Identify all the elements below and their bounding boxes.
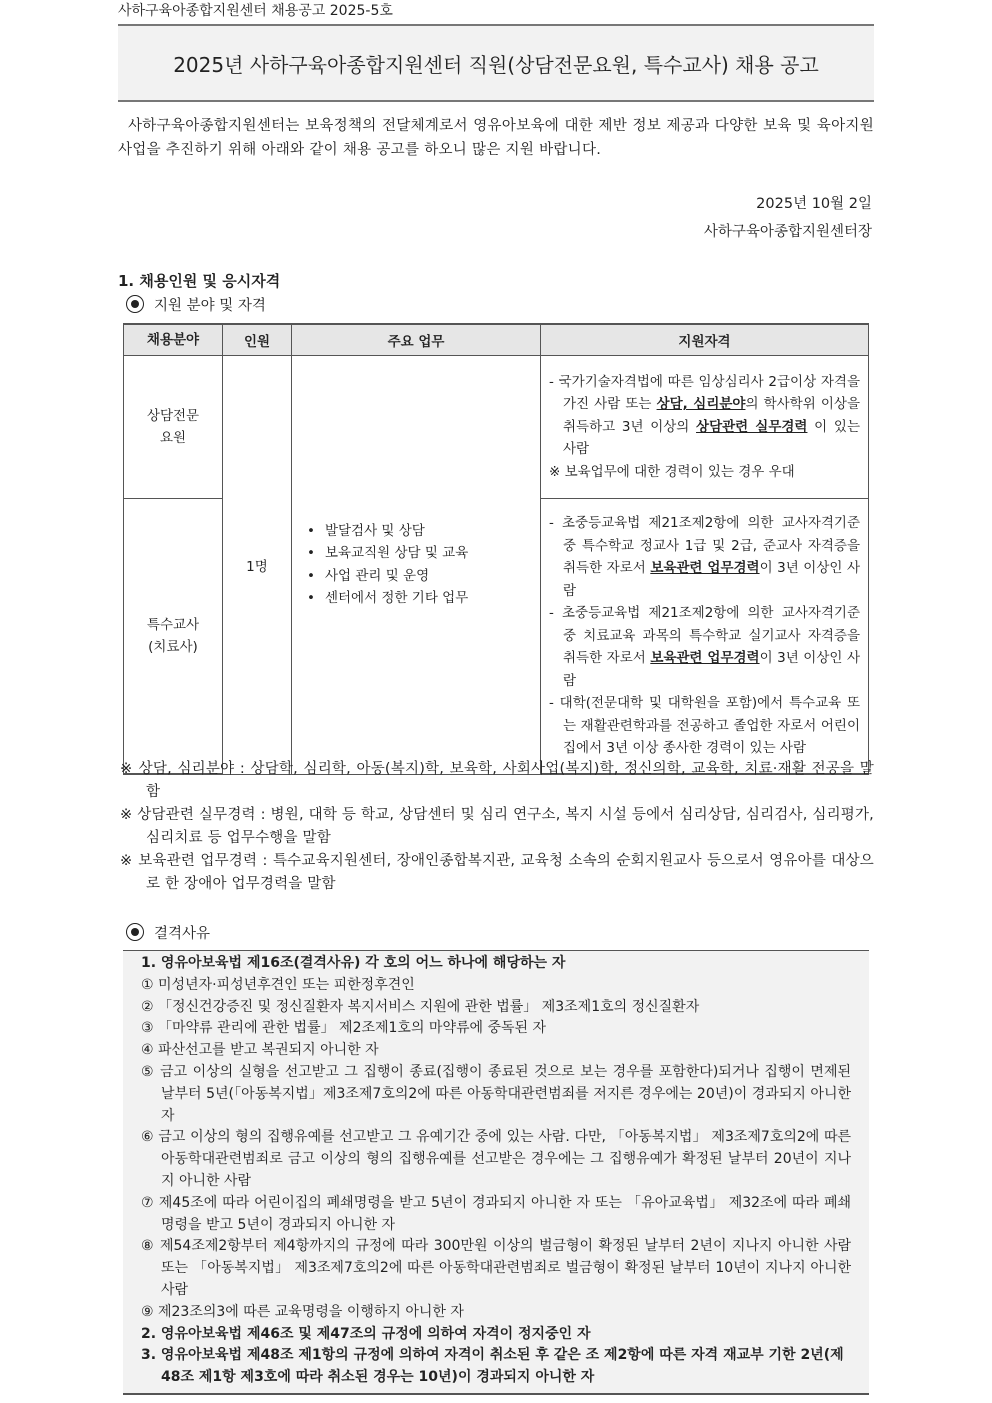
text: - 국가기술자격법에 따른 임상심리사 2급이상 자격을 가진 사람 또는 [549, 373, 860, 413]
page-title: 2025년 사하구육아종합지원센터 직원(상담전문요원, 특수교사) 채용 공고 [173, 52, 819, 77]
table-header-row [124, 324, 869, 356]
disq-heading: 3. 영유아보육법 제48조 제1항의 규정에 의하여 자격이 취소된 후 같은 조 제2항에 따른 자격 재교부 기한 2년(제48조 제1항 제3호에 따라 취소된 경우는 10년)이 경과되지 아니한 자 [141, 1347, 844, 1386]
text: 의 학사학위 이상을 취득하고 3년 이상의 [563, 396, 860, 435]
field-text: (치료사) [148, 639, 198, 655]
section-title: 1. 채용인원 및 응시자격 [118, 272, 281, 290]
table-header: 주요 업무 [292, 324, 541, 356]
section-subtitle-text: 지원 분야 및 자격 [154, 298, 266, 314]
text: - 초중등교육법 제21조제2항에 의한 교사자격기준 중 치료교육 과목의 특수학교 실기교사 자격증을 취득한 자로서 [549, 605, 860, 667]
field-text: 특수교사 [146, 617, 200, 633]
list-item: ⑥ 금고 이상의 형의 집행유예를 선고받고 그 유예기간 중에 있는 사람. 다만, 「아동복지법」 제3조제7호의2에 따른 아동학대관련범죄로 금고 이상의 형의 집행유예를 선고받은 경우에는 그 집행유예가 확정된 날부터 20년이 지나지 아니한 사람 [141, 1129, 851, 1189]
disqualification-box [123, 950, 869, 1395]
list-item: ⑨ 제23조의3에 따른 교육명령을 이행하지 아니한 자 [141, 1303, 464, 1320]
text: 이 3년 이상인 사람 [563, 560, 860, 599]
list-item: ⑦ 제45조에 따라 어린이집의 폐쇄명령을 받고 5년이 경과되지 아니한 자 또는 「유아교육법」 제32조에 따라 폐쇄명령을 받고 5년이 경과되지 아니한 자 [141, 1194, 851, 1233]
duties-list [293, 520, 539, 610]
page-title-box [118, 24, 874, 102]
field-text: 상담전문 [146, 408, 200, 424]
list-item: ④ 파산선고를 받고 복권되지 아니한 자 [141, 1042, 379, 1059]
disq-heading: 2. 영유아보육법 제46조 및 제47조의 규정에 의하여 자격이 정지중인 자 [141, 1325, 591, 1342]
emphasis: 보육관련 업무경력 [650, 560, 760, 577]
issue-block [704, 190, 872, 246]
emphasis: 상담관련 실무경력 [696, 418, 808, 435]
disqualification-subtitle-text: 결격사유 [154, 926, 211, 942]
list-item: ① 미성년자·피성년후견인 또는 피한정후견인 [141, 976, 415, 993]
preference-note: ※ 보육업무에 대한 경력이 있는 경우 우대 [549, 463, 795, 480]
notice-number: 사하구육아종합지원센터 채용공고 2025-5호 [118, 3, 393, 19]
list-item: ⑧ 제54조제2항부터 제4항까지의 규정에 따라 300만원 이상의 벌금형이 확정된 날부터 2년이 지나지 아니한 사람 또는 「아동복지법」 제3조제7호의2에 따른 아동학대관련범죄로 벌금형이 확정된 날부터 10년이 지나지 아니한 사람 [141, 1238, 851, 1298]
list-item: ② 「정신건강증진 및 정신질환자 복지서비스 지원에 관한 법률」 제3조제1호의 정신질환자 [141, 998, 700, 1015]
field-special-teacher [124, 499, 223, 775]
field-text: 요원 [159, 430, 187, 446]
issuer: 사하구육아종합지원센터장 [703, 224, 872, 240]
text: 이 있는 사람 [563, 418, 860, 458]
qualification-counselor [541, 356, 869, 499]
qualification-special-teacher [541, 499, 869, 775]
note: ※ 상담관련 실무경력 : 병원, 대학 등 학교, 상담센터 및 심리 연구소, 복지 시설 등에서 심리상담, 심리검사, 심리평가, 심리치료 등 업무수행을 말함 [120, 807, 874, 846]
definition-notes [120, 758, 874, 896]
table-header: 지원자격 [541, 324, 869, 356]
qualification-text: - 대학(전문대학 및 대학원을 포함)에서 특수교육 또는 재활관련학과를 전공하고 졸업한 자로서 어린이집에서 3년 이상 종사한 경력이 있는 사람 [549, 695, 860, 757]
emphasis: 상담, 심리분야 [656, 396, 746, 413]
text: 이 3년 이상인 사람 [563, 650, 860, 689]
text: - 초중등교육법 제21조제2항에 의한 교사자격기준 중 특수학교 정교사 1급 및 2급, 준교사 자격증을 취득한 자로서 [549, 515, 860, 577]
table-header: 인원 [223, 324, 292, 356]
intro-paragraph: 사하구육아종합지원센터는 보육정책의 전달체계로서 영유아보육에 대한 제반 정보 제공과 다양한 보육 및 육아지원 사업을 추진하기 위해 아래와 같이 채용 공고를 하오니 많은 지원 바랍니다. [118, 118, 874, 158]
qualification-text [549, 371, 860, 461]
list-item: • 보육교직원 상담 및 교육 [307, 542, 539, 565]
note: ※ 보육관련 업무경력 : 특수교육지원센터, 장애인종합복지관, 교육청 소속의 순회지원교사 등으로서 영유아를 대상으로 한 장애아 업무경력을 말함 [120, 853, 874, 892]
qualification-text [549, 512, 860, 602]
issue-date: 2025년 10월 2일 [756, 196, 872, 212]
list-item: ③ 「마약류 관리에 관한 법률」 제2조제1호의 마약류에 중독된 자 [141, 1020, 547, 1037]
list-item: • 센터에서 정한 기타 업무 [307, 587, 539, 610]
bullet-circle-icon [126, 295, 144, 313]
bullet-circle-icon [126, 923, 144, 941]
qualification-text [549, 602, 860, 692]
field-counselor [124, 356, 223, 499]
section-subtitle [126, 294, 266, 315]
list-item: • 사업 관리 및 운영 [307, 565, 539, 588]
table-header: 채용분야 [124, 324, 223, 356]
list-item: ⑤ 금고 이상의 실형을 선고받고 그 집행이 종료(집행이 종료된 것으로 보는 경우를 포함한다)되거나 집행이 면제된 날부터 5년(「아동복지법」제3조제7호의2에 따른 아동학대관련범죄를 저지른 경우에는 20년)이 경과되지 아니한 자 [141, 1063, 851, 1124]
disqualification-subtitle [126, 922, 210, 943]
duties-cell [292, 356, 541, 775]
table-row [124, 356, 869, 499]
recruitment-table [123, 323, 869, 775]
headcount: 1명 [223, 356, 292, 775]
note: ※ 상담, 심리분야 : 상담학, 심리학, 아동(복지)학, 보육학, 사회사업(복지)학, 정신의학, 교육학, 치료·재활 전공을 말함 [120, 761, 874, 800]
emphasis: 보육관련 업무경력 [650, 650, 760, 667]
disq-heading: 1. 영유아보육법 제16조(결격사유) 각 호의 어느 하나에 해당하는 자 [141, 955, 566, 971]
list-item: • 발달검사 및 상담 [307, 520, 539, 543]
